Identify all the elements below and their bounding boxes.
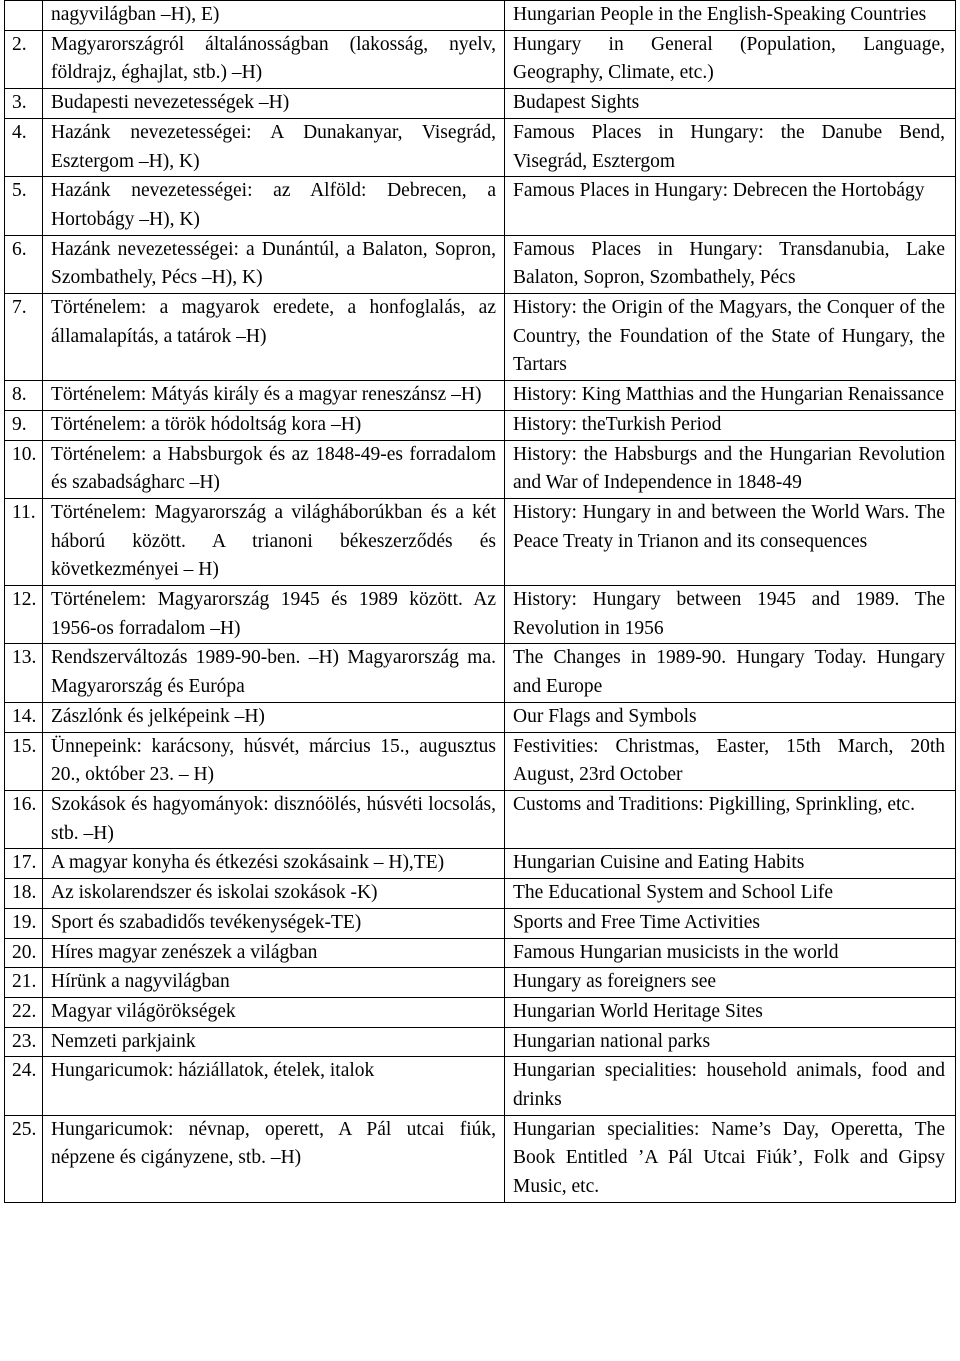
english-topic: Famous Places in Hungary: Transdanubia, Lake Balaton, Sopron, Szombathely, Pécs — [513, 238, 945, 289]
english-topic-cell — [505, 30, 956, 88]
hungarian-topic-cell — [43, 235, 505, 293]
hungarian-topic: Történelem: Mátyás király és a magyar reneszánsz –H) — [51, 384, 482, 406]
english-topic: Sports and Free Time Activities — [513, 911, 761, 933]
row-number-cell — [5, 997, 43, 1027]
hungarian-topic: Hungaricumok: háziállatok, ételek, italok — [51, 1060, 375, 1082]
table-row — [5, 644, 956, 702]
english-topic-cell — [505, 235, 956, 293]
table-row — [5, 879, 956, 909]
table-row — [5, 732, 956, 790]
english-topic-cell — [505, 586, 956, 644]
hungarian-topic: Zászlónk és jelképeink –H) — [51, 705, 265, 727]
row-number: 22. — [12, 1000, 37, 1022]
hungarian-topic-cell — [43, 644, 505, 702]
english-topic: The Educational System and School Life — [513, 882, 834, 904]
hungarian-topic-cell — [43, 849, 505, 879]
hungarian-topic: A magyar konyha és étkezési szokásaink – H),TE) — [51, 852, 445, 874]
hungarian-topic: Hírünk a nagyvilágban — [51, 971, 230, 993]
hungarian-topic: Hungaricumok: névnap, operett, A Pál utcai fiúk, népzene és cigányzene, stb. –H) — [51, 1118, 496, 1169]
row-number: 10. — [12, 443, 37, 465]
row-number-cell — [5, 968, 43, 998]
hungarian-topic-cell — [43, 177, 505, 235]
table-row — [5, 1027, 956, 1057]
row-number-cell — [5, 644, 43, 702]
english-topic-cell — [505, 1, 956, 31]
row-number: 11. — [12, 501, 36, 523]
english-topic: History: theTurkish Period — [513, 413, 722, 435]
english-topic-cell — [505, 89, 956, 119]
row-number-cell — [5, 1057, 43, 1115]
row-number: 12. — [12, 589, 37, 611]
hungarian-topic-cell — [43, 879, 505, 909]
english-topic-cell — [505, 381, 956, 411]
english-topic: Hungarian specialities: Name’s Day, Operetta, The Book Entitled ’A Pál Utcai Fiúk’, Folk and Gipsy Music, etc. — [513, 1118, 945, 1198]
hungarian-topic-cell — [43, 938, 505, 968]
english-topic-cell — [505, 849, 956, 879]
english-topic-cell — [505, 908, 956, 938]
english-topic-cell — [505, 879, 956, 909]
hungarian-topic-cell — [43, 1115, 505, 1202]
hungarian-topic: Rendszerváltozás 1989-90-ben. –H) Magyarország ma. Magyarország és Európa — [51, 647, 496, 698]
hungarian-topic: Történelem: Magyarország a világháborúkban és a két háború között. A trianoni békeszerződés és következményei – H) — [51, 501, 496, 581]
hungarian-topic-cell — [43, 440, 505, 498]
english-topic: Hungarian specialities: household animals, food and drinks — [513, 1060, 945, 1111]
row-number-cell — [5, 30, 43, 88]
row-number: 7. — [12, 297, 27, 319]
english-topic-cell — [505, 1027, 956, 1057]
english-topic-cell — [505, 968, 956, 998]
english-topic: Hungarian Cuisine and Eating Habits — [513, 852, 805, 874]
row-number: 20. — [12, 941, 37, 963]
hungarian-topic: nagyvilágban –H), E) — [51, 4, 220, 25]
english-topic: Hungary in General (Population, Language, Geography, Climate, etc.) — [513, 33, 945, 84]
hungarian-topic-cell — [43, 702, 505, 732]
english-topic: Famous Places in Hungary: the Danube Bend, Visegrád, Esztergom — [513, 121, 945, 172]
row-number-cell — [5, 440, 43, 498]
english-topic: History: Hungary in and between the World Wars. The Peace Treaty in Trianon and its consequences — [513, 501, 945, 552]
english-topic: Festivities: Christmas, Easter, 15th March, 20th August, 23rd October — [513, 735, 945, 786]
hungarian-topic: Híres magyar zenészek a világban — [51, 941, 318, 963]
english-topic-cell — [505, 702, 956, 732]
hungarian-topic-cell — [43, 381, 505, 411]
row-number-cell — [5, 410, 43, 440]
hungarian-topic-cell — [43, 410, 505, 440]
table-row — [5, 790, 956, 848]
row-number: 4. — [12, 121, 27, 143]
row-number: 3. — [12, 92, 27, 114]
row-number-cell — [5, 118, 43, 176]
table-row — [5, 1, 956, 31]
table-row — [5, 440, 956, 498]
row-number: 9. — [12, 413, 27, 435]
row-number-cell — [5, 381, 43, 411]
english-topic-cell — [505, 440, 956, 498]
english-topic-cell — [505, 732, 956, 790]
hungarian-topic: Budapesti nevezetességek –H) — [51, 92, 290, 114]
row-number-cell — [5, 1027, 43, 1057]
english-topic-cell — [505, 118, 956, 176]
english-topic-cell — [505, 1057, 956, 1115]
row-number-cell — [5, 1, 43, 31]
row-number-cell — [5, 498, 43, 585]
english-topic: Our Flags and Symbols — [513, 705, 697, 727]
table-row — [5, 118, 956, 176]
hungarian-topic: Szokások és hagyományok: disznóölés, húsvéti locsolás, stb. –H) — [51, 793, 496, 844]
row-number-cell — [5, 790, 43, 848]
hungarian-topic-cell — [43, 586, 505, 644]
english-topic: Customs and Traditions: Pigkilling, Sprinkling, etc. — [513, 793, 915, 815]
hungarian-topic: Történelem: Magyarország 1945 és 1989 között. Az 1956-os forradalom –H) — [51, 589, 496, 639]
table-row — [5, 381, 956, 411]
table-row — [5, 908, 956, 938]
english-topic-cell — [505, 1115, 956, 1202]
english-topic-cell — [505, 938, 956, 968]
hungarian-topic: Az iskolarendszer és iskolai szokások -K) — [51, 882, 378, 904]
english-topic-cell — [505, 498, 956, 585]
english-topic-cell — [505, 997, 956, 1027]
hungarian-topic: Hazánk nevezetességei: a Dunántúl, a Balaton, Sopron, Szombathely, Pécs –H), K) — [51, 238, 496, 289]
row-number: 15. — [12, 735, 37, 757]
hungarian-topic: Hazánk nevezetességei: A Dunakanyar, Visegrád, Esztergom –H), K) — [51, 121, 496, 172]
english-topic-cell — [505, 790, 956, 848]
table-row — [5, 938, 956, 968]
hungarian-topic-cell — [43, 790, 505, 848]
row-number-cell — [5, 294, 43, 381]
table-row — [5, 586, 956, 644]
row-number-cell — [5, 908, 43, 938]
hungarian-topic: Magyar világörökségek — [51, 1000, 236, 1022]
hungarian-topic-cell — [43, 30, 505, 88]
table-row — [5, 235, 956, 293]
hungarian-topic: Sport és szabadidős tevékenységek-TE) — [51, 911, 362, 933]
table-row — [5, 294, 956, 381]
hungarian-topic-cell — [43, 732, 505, 790]
hungarian-topic: Történelem: a török hódoltság kora –H) — [51, 413, 362, 435]
row-number: 18. — [12, 882, 37, 904]
hungarian-topic-cell — [43, 1, 505, 31]
row-number: 2. — [12, 33, 27, 55]
english-topic: History: King Matthias and the Hungarian Renaissance — [513, 384, 945, 406]
hungarian-topic: Történelem: a Habsburgok és az 1848-49-es forradalom és szabadságharc –H) — [51, 443, 496, 494]
table-row — [5, 177, 956, 235]
english-topic-cell — [505, 644, 956, 702]
english-topic: Hungarian national parks — [513, 1030, 711, 1052]
table-row — [5, 849, 956, 879]
hungarian-topic-cell — [43, 908, 505, 938]
english-topic-cell — [505, 294, 956, 381]
table-row — [5, 702, 956, 732]
row-number-cell — [5, 177, 43, 235]
row-number: 24. — [12, 1060, 37, 1082]
table-row — [5, 968, 956, 998]
row-number-cell — [5, 702, 43, 732]
english-topic: Hungarian People in the English-Speaking Countries — [513, 4, 927, 25]
hungarian-topic-cell — [43, 89, 505, 119]
table-row — [5, 997, 956, 1027]
row-number-cell — [5, 89, 43, 119]
english-topic: Famous Hungarian musicists in the world — [513, 941, 839, 963]
table-row — [5, 89, 956, 119]
row-number: 16. — [12, 793, 37, 815]
hungarian-topic-cell — [43, 1027, 505, 1057]
row-number: 17. — [12, 852, 37, 874]
hungarian-topic-cell — [43, 968, 505, 998]
english-topic: History: Hungary between 1945 and 1989. The Revolution in 1956 — [513, 589, 945, 639]
hungarian-topic: Ünnepeink: karácsony, húsvét, március 15., augusztus 20., október 23. – H) — [51, 735, 496, 786]
table-row — [5, 1115, 956, 1202]
english-topic: Hungary as foreigners see — [513, 971, 717, 993]
hungarian-topic: Történelem: a magyarok eredete, a honfoglalás, az államalapítás, a tatárok –H) — [51, 297, 496, 347]
row-number: 5. — [12, 180, 27, 202]
hungarian-topic-cell — [43, 1057, 505, 1115]
row-number-cell — [5, 849, 43, 879]
topics-table — [4, 0, 956, 1203]
hungarian-topic-cell — [43, 997, 505, 1027]
row-number: 6. — [12, 238, 27, 260]
hungarian-topic-cell — [43, 498, 505, 585]
row-number-cell — [5, 235, 43, 293]
english-topic-cell — [505, 177, 956, 235]
topics-table-body — [5, 1, 956, 1203]
english-topic: History: the Origin of the Magyars, the Conquer of the Country, the Foundation of the State of Hungary, the Tartars — [513, 297, 945, 376]
row-number: 8. — [12, 384, 27, 406]
row-number: 13. — [12, 647, 37, 669]
row-number-cell — [5, 1115, 43, 1202]
row-number-cell — [5, 586, 43, 644]
english-topic: The Changes in 1989-90. Hungary Today. Hungary and Europe — [513, 647, 945, 698]
hungarian-topic-cell — [43, 294, 505, 381]
row-number: 14. — [12, 705, 37, 727]
hungarian-topic: Hazánk nevezetességei: az Alföld: Debrecen, a Hortobágy –H), K) — [51, 180, 496, 230]
row-number: 23. — [12, 1030, 37, 1052]
row-number: 19. — [12, 911, 37, 933]
row-number-cell — [5, 938, 43, 968]
hungarian-topic: Magyarországról általánosságban (lakosság, nyelv, földrajz, éghajlat, stb.) –H) — [51, 33, 496, 84]
row-number: 21. — [12, 971, 37, 993]
table-row — [5, 1057, 956, 1115]
hungarian-topic-cell — [43, 118, 505, 176]
row-number: 25. — [12, 1118, 37, 1140]
english-topic: Hungarian World Heritage Sites — [513, 1000, 763, 1022]
row-number-cell — [5, 879, 43, 909]
english-topic: History: the Habsburgs and the Hungarian Revolution and War of Independence in 1848-49 — [513, 443, 945, 494]
row-number-cell — [5, 732, 43, 790]
table-row — [5, 30, 956, 88]
english-topic-cell — [505, 410, 956, 440]
hungarian-topic: Nemzeti parkjaink — [51, 1030, 196, 1052]
table-row — [5, 498, 956, 585]
table-row — [5, 410, 956, 440]
english-topic: Famous Places in Hungary: Debrecen the Hortobágy — [513, 180, 925, 202]
english-topic: Budapest Sights — [513, 92, 640, 114]
